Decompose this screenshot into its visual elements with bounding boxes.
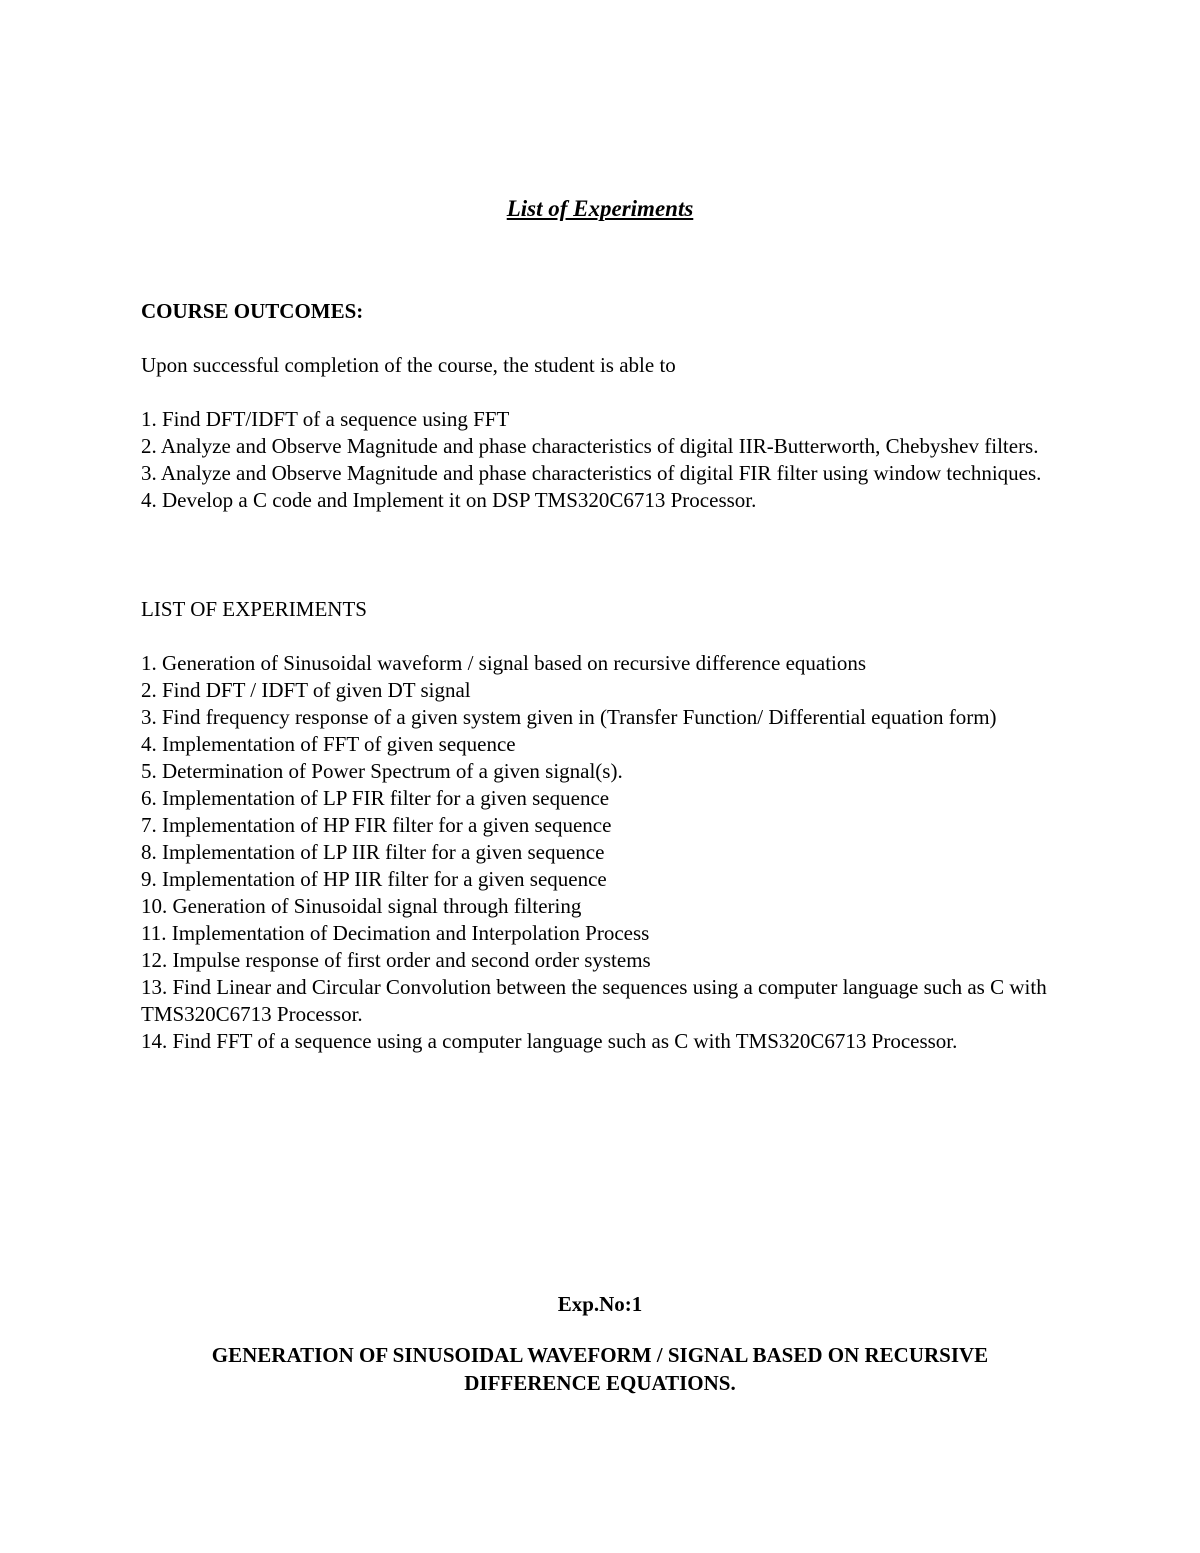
list-item: 8. Implementation of LP IIR filter for a given sequence bbox=[141, 840, 605, 864]
experiments-list-block bbox=[141, 650, 1056, 1055]
list-item: 7. Implementation of HP FIR filter for a given sequence bbox=[141, 813, 612, 837]
list-item: 5. Determination of Power Spectrum of a given signal(s). bbox=[141, 759, 623, 783]
list-item: 11. Implementation of Decimation and Interpolation Process bbox=[141, 921, 650, 945]
list-item: 6. Implementation of LP FIR filter for a given sequence bbox=[141, 786, 610, 810]
course-outcomes-heading-block bbox=[141, 298, 1056, 325]
list-item: 1. Generation of Sinusoidal waveform / signal based on recursive difference equations bbox=[141, 651, 867, 675]
list-item: 4. Implementation of FFT of given sequence bbox=[141, 732, 516, 756]
list-item: 3. Find frequency response of a given system given in (Transfer Function/ Differential equation form) bbox=[141, 705, 997, 729]
experiments-heading: LIST OF EXPERIMENTS bbox=[141, 597, 367, 621]
page-title: List of Experiments bbox=[506, 196, 694, 221]
experiment-number: Exp.No:1 bbox=[557, 1292, 643, 1316]
course-outcomes-list-block bbox=[141, 406, 1056, 514]
experiment-title: GENERATION OF SINUSOIDAL WAVEFORM / SIGNAL BASED ON RECURSIVE DIFFERENCE EQUATIONS. bbox=[211, 1343, 989, 1395]
list-item: 9. Implementation of HP IIR filter for a given sequence bbox=[141, 867, 607, 891]
list-item: 12. Impulse response of first order and second order systems bbox=[141, 948, 651, 972]
course-outcomes-list bbox=[141, 406, 1056, 514]
course-outcomes-intro-block bbox=[141, 352, 1056, 379]
list-item: 10. Generation of Sinusoidal signal through filtering bbox=[141, 894, 582, 918]
list-item: 4. Develop a C code and Implement it on DSP TMS320C6713 Processor. bbox=[141, 488, 757, 512]
list-item: 2. Find DFT / IDFT of given DT signal bbox=[141, 678, 471, 702]
course-outcomes-heading: COURSE OUTCOMES: bbox=[141, 299, 364, 323]
list-item: 14. Find FFT of a sequence using a computer language such as C with TMS320C6713 Processor. bbox=[141, 1029, 958, 1053]
list-item: 3. Analyze and Observe Magnitude and phase characteristics of digital FIR filter using window techniques. bbox=[141, 461, 1042, 485]
experiments-list bbox=[141, 650, 1056, 1055]
course-outcomes-intro: Upon successful completion of the course, the student is able to bbox=[141, 353, 676, 377]
list-item: 13. Find Linear and Circular Convolution between the sequences using a computer language such as C with TMS320C6713 Processor. bbox=[141, 975, 1047, 1026]
experiments-heading-block bbox=[141, 596, 1056, 623]
list-item: 1. Find DFT/IDFT of a sequence using FFT bbox=[141, 407, 510, 431]
list-item: 2. Analyze and Observe Magnitude and phase characteristics of digital IIR-Butterworth, Chebyshev filters. bbox=[141, 434, 1039, 458]
